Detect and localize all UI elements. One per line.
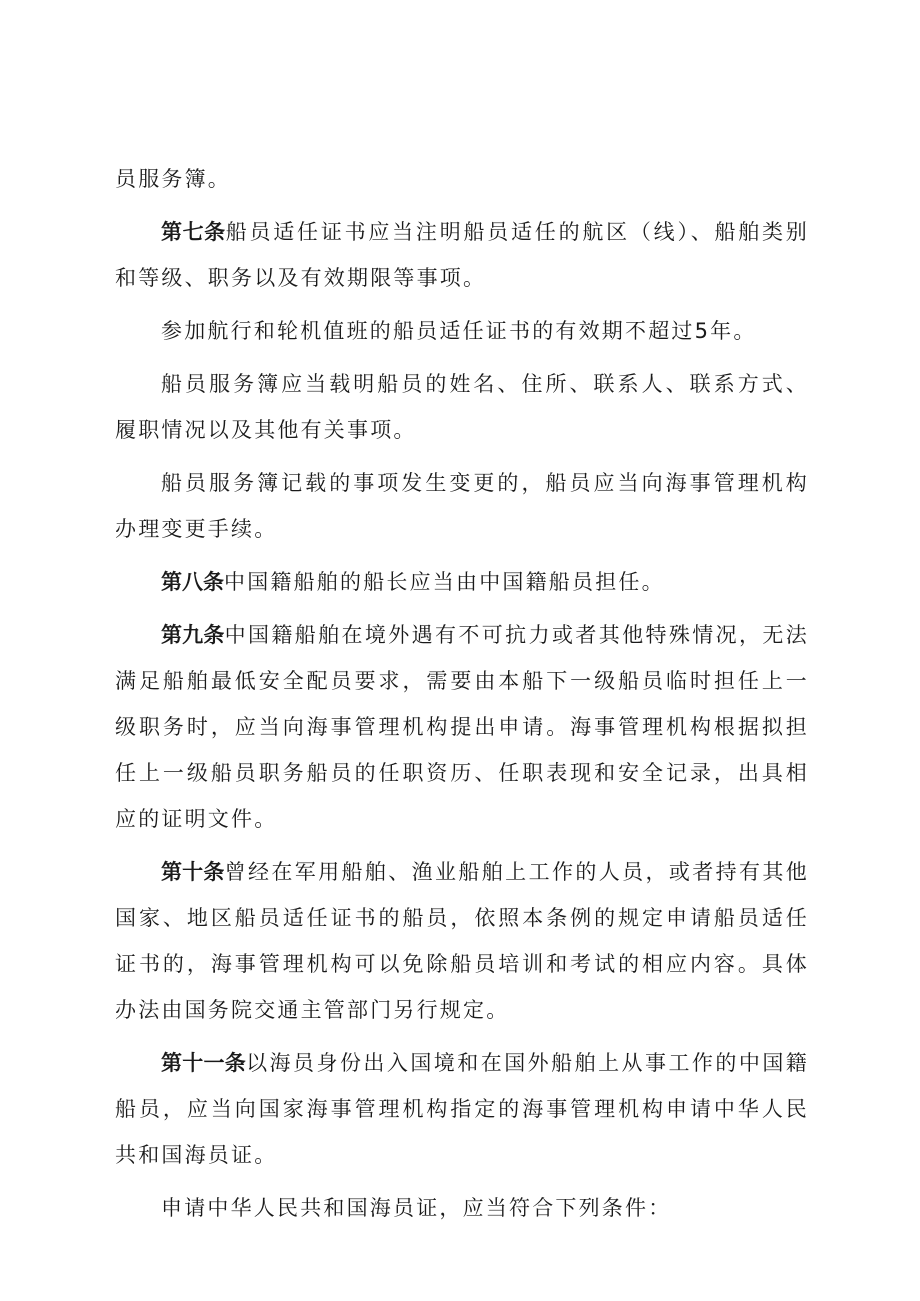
article-number: 第十条	[161, 860, 225, 884]
article-number: 第九条	[161, 623, 225, 647]
article-7-clause-3	[115, 361, 809, 453]
paragraph-text: 曾经在军用船舶、渔业船舶上工作的人员，或者持有其他国家、地区船员适任证书的船员，依照本条例的规定申请船员适任证书的，海事管理机构可以免除船员培训和考试的相应内容。具体办法由国务院交通主管部门另行规定。	[115, 860, 810, 1022]
article-7-clause-4	[115, 460, 809, 552]
paragraph-text: 船员服务簿记载的事项发生变更的，船员应当向海事管理机构办理变更手续。	[115, 471, 809, 541]
paragraph-text: 船员服务簿应当载明船员的姓名、住所、联系人、联系方式、履职情况以及其他有关事项。	[115, 372, 809, 442]
paragraph-text: 船员适任证书应当注明船员适任的航区（线）、船舶类别和等级、职务以及有效期限等事项。	[115, 220, 810, 290]
article-10-paragraph	[115, 849, 809, 1033]
article-number: 第七条	[161, 220, 226, 244]
article-11-clause-2	[115, 1185, 809, 1231]
article-9-paragraph	[115, 612, 809, 842]
document-body	[115, 156, 809, 1238]
article-11-paragraph	[115, 1040, 809, 1178]
paragraph-text: 申请中华人民共和国海员证，应当符合下列条件：	[161, 1196, 672, 1220]
paragraph-continuation	[115, 156, 809, 202]
paragraph-text: 中国籍船舶的船长应当由中国籍船员担任。	[224, 570, 665, 594]
paragraph-text: 中国籍船舶在境外遇有不可抗力或者其他特殊情况，无法满足船舶最低安全配员要求，需要由本船下一级船员临时担任上一级职务时，应当向海事管理机构提出申请。海事管理机构根据拟担任上一级船员职务船员的任职资历、任职表现和安全记录，出具相应的证明文件。	[115, 623, 810, 831]
paragraph-text: 以海员身份出入国境和在国外船舶上从事工作的中国籍船员，应当向国家海事管理机构指定的海事管理机构申请中华人民共和国海员证。	[115, 1051, 809, 1167]
paragraph-text: 参加航行和轮机值班的船员适任证书的有效期不超过5年。	[161, 319, 757, 343]
article-7-paragraph	[115, 209, 809, 301]
paragraph-text: 员服务簿。	[115, 167, 231, 191]
article-8-paragraph	[115, 559, 809, 605]
article-number: 第八条	[161, 570, 224, 594]
article-7-clause-2	[115, 308, 809, 354]
article-number: 第十一条	[161, 1051, 247, 1075]
